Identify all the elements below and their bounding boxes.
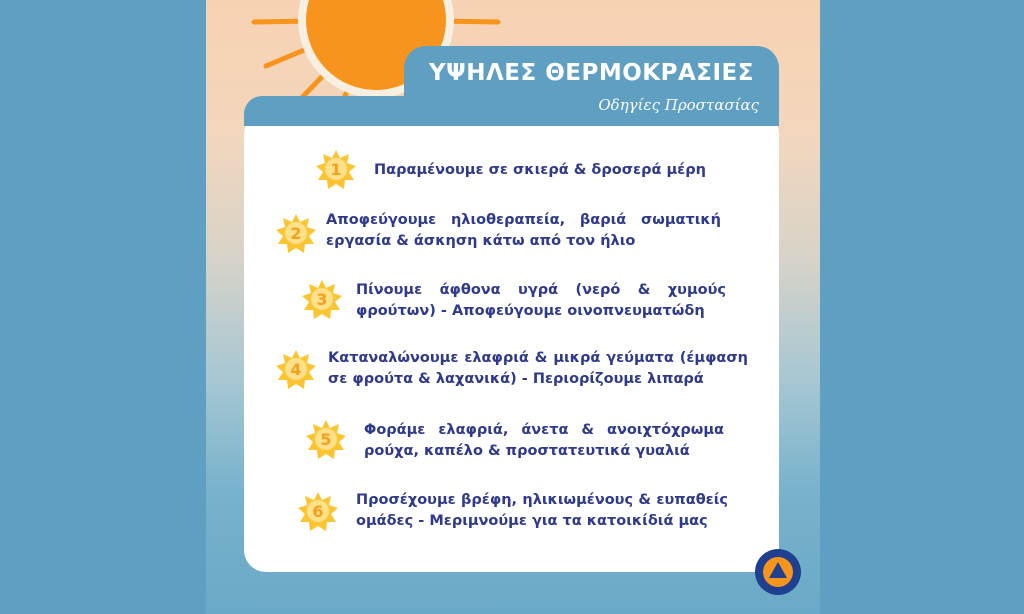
item-text: Προσέχουμε βρέφη, ηλικιωμένους & ευπαθείς ομάδες - Μεριμνούμε για τα κατοικίδιά μας xyxy=(356,492,728,529)
item-text: Αποφεύγουμε ηλιοθεραπεία, βαριά σωματική εργασία & άσκηση κάτω από τον ήλιο xyxy=(326,212,721,249)
item-text: Φοράμε ελαφριά, άνετα & ανοιχτόχρωμα ρούχα, καπέλο & προστατευτικά γυαλιά xyxy=(364,422,724,459)
page-title: ΥΨΗΛΕΣ ΘΕΡΜΟΚΡΑΣΙΕΣ xyxy=(429,60,754,86)
list-item xyxy=(206,420,741,470)
list-item xyxy=(206,280,741,330)
sun-badge-icon xyxy=(298,492,338,532)
sun-badge-icon xyxy=(276,214,316,254)
list-item xyxy=(206,150,741,200)
list-item xyxy=(206,210,741,260)
sun-badge-icon xyxy=(302,280,342,320)
sun-badge-icon xyxy=(276,350,316,390)
civil-protection-logo xyxy=(754,548,802,596)
item-number: 4 xyxy=(290,360,302,379)
page-subtitle: Οδηγίες Προστασίας xyxy=(598,96,759,114)
list-item xyxy=(206,490,741,540)
item-number: 6 xyxy=(312,502,324,521)
item-number: 3 xyxy=(316,290,328,309)
item-text: Πίνουμε άφθονα υγρά (νερό & χυμούς φρούτων) - Αποφεύγουμε οινοπνευματώδη xyxy=(356,282,726,319)
item-text: Καταναλώνουμε ελαφριά & μικρά γεύματα (έμφαση σε φρούτα & λαχανικά) - Περιορίζουμε λιπαρά xyxy=(328,350,748,387)
header-tab xyxy=(404,46,779,126)
item-number: 2 xyxy=(290,224,302,243)
item-text: Παραμένουμε σε σκιερά & δροσερά μέρη xyxy=(374,162,706,178)
item-number: 1 xyxy=(330,160,342,179)
header xyxy=(244,46,779,126)
sun-badge-icon xyxy=(306,420,346,460)
item-number: 5 xyxy=(320,430,332,449)
poster xyxy=(206,0,820,614)
sun-badge-icon xyxy=(316,150,356,190)
list-item xyxy=(206,348,748,398)
